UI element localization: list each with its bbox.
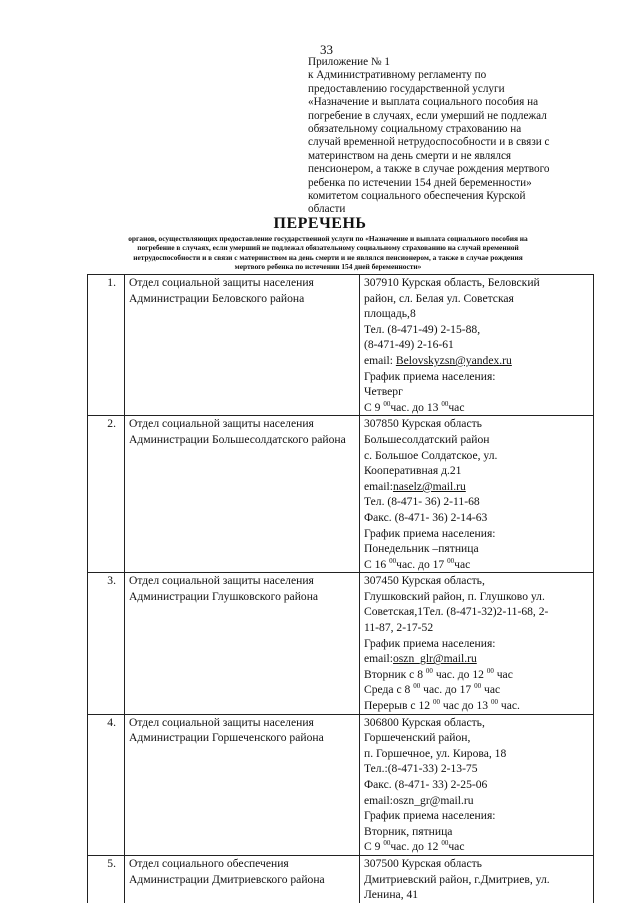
time-part: час xyxy=(454,557,471,571)
table-row xyxy=(88,416,594,573)
time-sup: 00 xyxy=(486,666,494,675)
email-link[interactable]: oszn_glr@mail.ru xyxy=(392,652,477,666)
row-number: 3. xyxy=(88,573,125,714)
time-part: С 9 xyxy=(364,400,384,414)
schedule-days: Вторник, пятница xyxy=(364,824,453,838)
subtitle-line: нетрудоспособности и в связи с материнством на день смерти и не являлся пенсионером, а также в случае рождения xyxy=(133,252,523,262)
time-sup: 00 xyxy=(413,682,421,691)
email-line xyxy=(364,353,589,369)
table-row xyxy=(88,714,594,855)
time-sup: 00 xyxy=(447,556,455,565)
time-sup: 00 xyxy=(441,839,449,848)
appendix-line: предоставлению государственной услуги xyxy=(308,82,505,95)
time-part: час. до 13 xyxy=(390,400,442,414)
appendix-line: области xyxy=(308,203,346,216)
time-sup: 00 xyxy=(490,698,498,707)
time-sup: 00 xyxy=(474,682,482,691)
office-contacts xyxy=(360,275,594,416)
appendix-line: «Назначение и выплата социального пособия на xyxy=(308,96,539,109)
time-sup: 00 xyxy=(383,839,391,848)
schedule-time xyxy=(364,682,589,698)
office-contacts xyxy=(360,714,594,855)
appendix-line: случай временной нетрудоспособности и в связи с xyxy=(308,136,550,149)
office-name: Отдел социальной защиты населения Администрации Глушковского района xyxy=(125,573,360,714)
email-label: email: xyxy=(364,353,396,367)
email-link[interactable]: Belovskyzsn@yandex.ru xyxy=(395,353,512,367)
time-part: Вторник с 8 xyxy=(364,667,426,681)
time-part: час xyxy=(493,667,513,681)
address-line: 11-87, 2-17-52 xyxy=(364,621,434,635)
time-part: час. до 17 xyxy=(420,683,475,697)
time-part: час до 13 xyxy=(439,699,491,713)
address-line: Глушковский район, п. Глушково ул. xyxy=(364,589,545,603)
schedule-days: Четверг xyxy=(364,385,403,399)
schedule-title: График приема населения: xyxy=(364,809,496,823)
time-part: час. до 12 xyxy=(390,840,442,854)
schedule-time xyxy=(364,400,589,416)
table-row xyxy=(88,855,594,902)
email-line: email:oszn_gr@mail.ru xyxy=(364,793,474,807)
phone-line: (8-471-49) 2-16-61 xyxy=(364,338,454,352)
office-name: Отдел социального обеспечения Администрации Дмитриевского района xyxy=(125,855,360,902)
time-part: час xyxy=(481,683,501,697)
phone-line: Тел. (8-471-49) 2-15-88, xyxy=(364,322,481,336)
address-line: Кооперативная д.21 xyxy=(364,464,462,478)
fax-line: Факс. (8-471- 36) 2-14-63 xyxy=(364,510,488,524)
time-part: Перерыв с 12 xyxy=(364,699,433,713)
offices-table xyxy=(87,274,594,903)
address-line: с. Большое Солдатское, ул. xyxy=(364,448,498,462)
fax-line: Факс. (8-471- 33) 2-25-06 xyxy=(364,778,488,791)
address-line: 307500 Курская область xyxy=(364,856,482,870)
row-number: 4. xyxy=(88,714,125,855)
address-line: п. Горшечное, ул. Кирова, 18 xyxy=(364,746,507,760)
subtitle-line: мертвого ребенка по истечении 154 дней беременности» xyxy=(234,262,422,272)
row-number: 2. xyxy=(88,416,125,573)
schedule-days: Понедельник –пятница xyxy=(364,542,479,556)
time-sup: 00 xyxy=(425,666,433,675)
time-sup: 00 xyxy=(389,556,397,565)
appendix-line: комитетом социального обеспечения Курской xyxy=(308,190,526,203)
schedule-time xyxy=(364,839,589,855)
time-part: час xyxy=(448,840,465,854)
time-part: час xyxy=(448,400,465,414)
page-number: 33 xyxy=(320,42,333,57)
appendix-line: погребение в случаях, если умерший не подлежал xyxy=(308,109,547,122)
address-line: Советская,1Тел. (8-471-32)2-11-68, 2- xyxy=(364,605,549,619)
schedule-title: График приема населения: xyxy=(364,636,496,650)
appendix-line: обязательному социальному страхованию на xyxy=(308,123,522,136)
address-line: район, сл. Белая ул. Советская xyxy=(364,291,514,305)
office-contacts xyxy=(360,855,594,902)
office-contacts xyxy=(360,573,594,714)
appendix-line: Приложение № 1 xyxy=(308,56,390,68)
email-label: email: xyxy=(364,652,393,666)
row-number: 1. xyxy=(88,275,125,416)
schedule-time xyxy=(364,557,589,573)
time-part: С 16 xyxy=(364,557,390,571)
address-line: 306800 Курская область, xyxy=(364,715,485,729)
address-line: 307850 Курская область xyxy=(364,417,482,431)
appendix-line: к Административному регламенту по xyxy=(308,69,487,82)
time-part: час. xyxy=(497,699,520,713)
subtitle-line: погребение в случаях, если умерший не подлежал обязательному социальному страхованию на случай временной xyxy=(137,243,519,253)
document-subtitle xyxy=(88,234,568,272)
schedule-time xyxy=(364,698,589,714)
appendix-line: материнством на день смерти и не являлся xyxy=(308,149,512,162)
schedule-title: График приема населения: xyxy=(364,526,496,540)
email-line xyxy=(364,479,589,495)
time-part: С 9 xyxy=(364,840,384,854)
email-label: email: xyxy=(364,479,393,493)
time-part: час. до 17 xyxy=(396,557,448,571)
table-row xyxy=(88,573,594,714)
office-contacts xyxy=(360,416,594,573)
address-line: Дмитриевский район, г.Дмитриев, ул. xyxy=(364,872,550,886)
appendix-header xyxy=(308,56,578,217)
document-title: ПЕРЕЧЕНЬ xyxy=(273,215,367,232)
subtitle-line: органов, осуществляющих предоставление государственной услуги по «Назначение и выплата социального пособия на xyxy=(128,234,528,243)
schedule-title: График приема населения: xyxy=(364,369,496,383)
email-link[interactable]: naselz@mail.ru xyxy=(392,479,466,493)
address-line: 307910 Курская область, Беловский xyxy=(364,276,540,289)
time-sup: 00 xyxy=(383,399,391,408)
address-line: Горшеченский район, xyxy=(364,731,471,745)
phone-line: Тел.:(8-471-33) 2-13-75 xyxy=(364,762,478,776)
time-part: Среда с 8 xyxy=(364,683,414,697)
row-number: 5. xyxy=(88,855,125,902)
phone-line: Тел. (8-471- 36) 2-11-68 xyxy=(364,495,480,509)
office-name: Отдел социальной защиты населения Администрации Беловского района xyxy=(125,275,360,416)
address-line: Ленина, 41 xyxy=(364,888,419,902)
address-line: 307450 Курская область, xyxy=(364,574,485,588)
address-line: площадь,8 xyxy=(364,307,416,321)
time-sup: 00 xyxy=(432,698,440,707)
time-sup: 00 xyxy=(441,399,449,408)
office-name: Отдел социальной защиты населения Администрации Горшеченского района xyxy=(125,714,360,855)
appendix-line: ребенка по истечении 154 дней беременности» xyxy=(308,176,532,189)
office-name: Отдел социальной защиты населения Администрации Большесолдатского района xyxy=(125,416,360,573)
appendix-line: пенсионером, а также в случае рождения мертвого xyxy=(308,163,550,176)
address-line: Большесолдатский район xyxy=(364,432,490,446)
schedule-time xyxy=(364,667,589,683)
email-line xyxy=(364,651,589,667)
table-row xyxy=(88,275,594,416)
time-part: час. до 12 xyxy=(432,667,487,681)
